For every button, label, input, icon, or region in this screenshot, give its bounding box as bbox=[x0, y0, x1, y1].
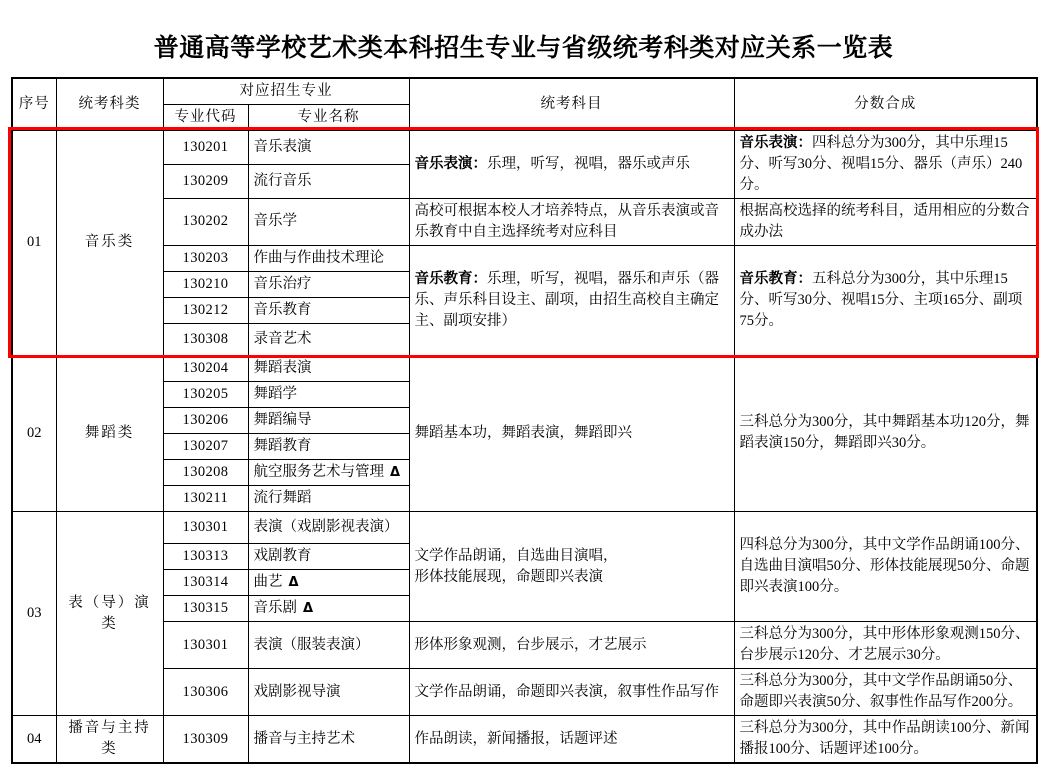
cell-sequence-number: 03 bbox=[12, 512, 56, 716]
cell-major-code: 130314 bbox=[163, 570, 248, 596]
cell-exam-subjects: 舞蹈基本功，舞蹈表演，舞蹈即兴 bbox=[409, 355, 734, 511]
cell-major-code: 130306 bbox=[163, 669, 248, 716]
cell-major-code: 130315 bbox=[163, 596, 248, 622]
cell-exam-category: 表（导）演类 bbox=[56, 512, 163, 716]
cell-score-composition: 三科总分为300分，其中作品朗读100分、新闻播报100分、话题评述100分。 bbox=[734, 716, 1037, 764]
cell-major-code: 130208 bbox=[163, 459, 248, 485]
cell-major-name: 音乐剧 Δ bbox=[248, 596, 409, 622]
cell-major-code: 130209 bbox=[163, 164, 248, 198]
cell-major-code: 130202 bbox=[163, 198, 248, 245]
cell-exam-subjects: 文学作品朗诵，自选曲目演唱， 形体技能展现，命题即兴表演 bbox=[409, 512, 734, 622]
header-score: 分数合成 bbox=[734, 78, 1037, 131]
header-majors-group: 对应招生专业 bbox=[163, 78, 409, 105]
cell-major-name: 舞蹈编导 bbox=[248, 407, 409, 433]
cell-exam-subjects: 作品朗读，新闻播报，话题评述 bbox=[409, 716, 734, 764]
cell-major-name: 流行舞蹈 bbox=[248, 485, 409, 511]
cell-lead-label: 音乐教育： bbox=[414, 270, 487, 287]
cell-major-name: 表演（戏剧影视表演） bbox=[248, 512, 409, 544]
cell-exam-subjects: 音乐教育：乐理，听写，视唱，器乐和声乐（器乐、声乐科目设主、副项，由招生高校自主确定主、副项安排） bbox=[409, 245, 734, 355]
table-container bbox=[11, 77, 1036, 764]
triangle-marker-icon: Δ bbox=[303, 601, 314, 617]
cell-major-name: 作曲与作曲技术理论 bbox=[248, 245, 409, 271]
cell-major-name: 流行音乐 bbox=[248, 164, 409, 198]
header-category: 统考科类 bbox=[56, 78, 163, 131]
cell-major-name: 舞蹈教育 bbox=[248, 433, 409, 459]
cell-major-code: 130301 bbox=[163, 512, 248, 544]
table-row bbox=[12, 245, 1037, 271]
header-major-code: 专业代码 bbox=[163, 104, 248, 130]
cell-major-code: 130201 bbox=[163, 130, 248, 164]
cell-major-name: 航空服务艺术与管理 Δ bbox=[248, 459, 409, 485]
cell-major-code: 130205 bbox=[163, 381, 248, 407]
table-row bbox=[12, 669, 1037, 716]
triangle-marker-icon: Δ bbox=[288, 575, 299, 591]
cell-score-composition: 音乐教育：五科总分为300分，其中乐理15分、听写30分、视唱15分、主项165分、副项75分。 bbox=[734, 245, 1037, 355]
cell-score-composition: 根据高校选择的统考科目，适用相应的分数合成办法 bbox=[734, 198, 1037, 245]
cell-major-code: 130313 bbox=[163, 544, 248, 570]
table-row bbox=[12, 130, 1037, 164]
table-header-row-1 bbox=[12, 78, 1037, 105]
table-row bbox=[12, 716, 1037, 764]
cell-major-name: 舞蹈表演 bbox=[248, 355, 409, 381]
cell-exam-category: 舞蹈类 bbox=[56, 355, 163, 511]
cell-major-name: 舞蹈学 bbox=[248, 381, 409, 407]
cell-major-code: 130204 bbox=[163, 355, 248, 381]
cell-major-name: 曲艺 Δ bbox=[248, 570, 409, 596]
table-body bbox=[12, 130, 1037, 763]
cell-major-code: 130207 bbox=[163, 433, 248, 459]
cell-exam-category: 播音与主持类 bbox=[56, 716, 163, 764]
cell-major-name: 录音艺术 bbox=[248, 323, 409, 355]
header-subject: 统考科目 bbox=[409, 78, 734, 131]
header-seq: 序号 bbox=[12, 78, 56, 131]
cell-exam-subjects: 音乐表演：乐理，听写，视唱，器乐或声乐 bbox=[409, 130, 734, 198]
cell-major-code: 130309 bbox=[163, 716, 248, 764]
cell-score-composition: 三科总分为300分，其中文学作品朗诵50分、命题即兴表演50分、叙事性作品写作200分。 bbox=[734, 669, 1037, 716]
cell-major-name: 音乐治疗 bbox=[248, 271, 409, 297]
cell-lead-label: 音乐教育： bbox=[739, 270, 812, 287]
page-title: 普通高等学校艺术类本科招生专业与省级统考科类对应关系一览表 bbox=[153, 33, 894, 62]
cell-major-name: 音乐教育 bbox=[248, 297, 409, 323]
cell-major-name: 戏剧教育 bbox=[248, 544, 409, 570]
table-row bbox=[12, 622, 1037, 669]
cell-exam-subjects: 文学作品朗诵，命题即兴表演，叙事性作品写作 bbox=[409, 669, 734, 716]
cell-exam-category: 音乐类 bbox=[56, 130, 163, 355]
cell-sequence-number: 01 bbox=[12, 130, 56, 355]
majors-subject-mapping-table bbox=[11, 77, 1038, 764]
table-header bbox=[12, 78, 1037, 131]
cell-major-name: 音乐学 bbox=[248, 198, 409, 245]
cell-lead-label: 音乐表演： bbox=[414, 155, 487, 172]
cell-exam-subjects: 形体形象观测，台步展示，才艺展示 bbox=[409, 622, 734, 669]
cell-score-composition: 四科总分为300分，其中文学作品朗诵100分、自选曲目演唱50分、形体技能展现50分、命题即兴表演100分。 bbox=[734, 512, 1037, 622]
cell-major-code: 130308 bbox=[163, 323, 248, 355]
cell-sequence-number: 02 bbox=[12, 355, 56, 511]
header-major-name: 专业名称 bbox=[248, 104, 409, 130]
cell-major-code: 130211 bbox=[163, 485, 248, 511]
table-row bbox=[12, 512, 1037, 544]
cell-major-code: 130206 bbox=[163, 407, 248, 433]
cell-major-code: 130301 bbox=[163, 622, 248, 669]
cell-major-code: 130203 bbox=[163, 245, 248, 271]
cell-major-name: 戏剧影视导演 bbox=[248, 669, 409, 716]
cell-score-composition: 三科总分为300分，其中形体形象观测150分、台步展示120分、才艺展示30分。 bbox=[734, 622, 1037, 669]
table-row bbox=[12, 355, 1037, 381]
cell-major-name: 播音与主持艺术 bbox=[248, 716, 409, 764]
triangle-marker-icon: Δ bbox=[390, 464, 401, 480]
cell-major-name: 表演（服装表演） bbox=[248, 622, 409, 669]
cell-major-code: 130210 bbox=[163, 271, 248, 297]
cell-sequence-number: 04 bbox=[12, 716, 56, 764]
cell-score-composition: 三科总分为300分，其中舞蹈基本功120分，舞蹈表演150分，舞蹈即兴30分。 bbox=[734, 355, 1037, 511]
cell-score-composition: 音乐表演：四科总分为300分，其中乐理15分、听写30分、视唱15分、器乐（声乐）240分。 bbox=[734, 130, 1037, 198]
cell-major-code: 130212 bbox=[163, 297, 248, 323]
table-row bbox=[12, 198, 1037, 245]
cell-major-name: 音乐表演 bbox=[248, 130, 409, 164]
cell-lead-label: 音乐表演： bbox=[739, 134, 812, 151]
cell-exam-subjects: 高校可根据本校人才培养特点，从音乐表演或音乐教育中自主选择统考对应科目 bbox=[409, 198, 734, 245]
